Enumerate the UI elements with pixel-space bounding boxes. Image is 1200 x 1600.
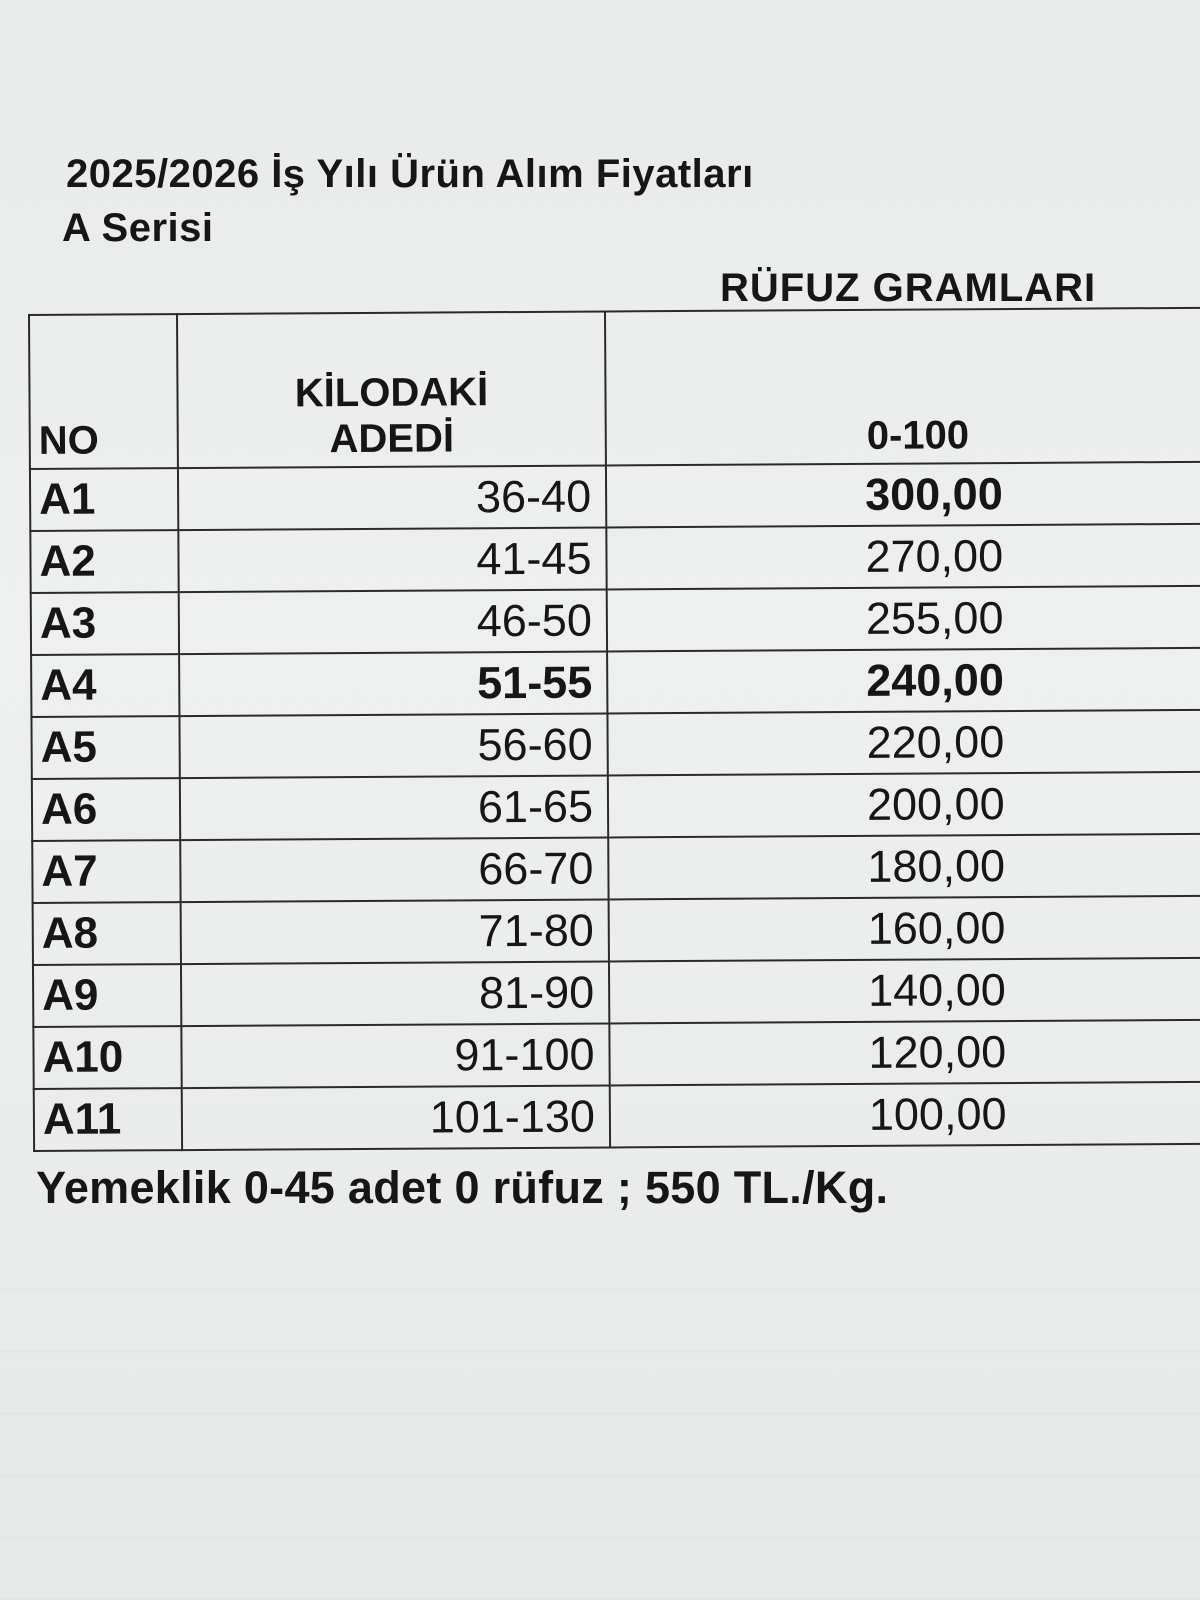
cell-no: A9 (33, 964, 181, 1027)
cell-no: A5 (31, 716, 179, 779)
cell-adet: 101-130 (182, 1085, 610, 1150)
cell-no: A1 (30, 468, 178, 531)
cell-price: 100,00 (610, 1082, 1200, 1148)
table-row (33, 1020, 1200, 1089)
cell-adet: 46-50 (179, 589, 607, 654)
table-body (30, 462, 1200, 1151)
cell-adet: 56-60 (179, 713, 607, 778)
cell-price: 200,00 (608, 772, 1200, 838)
cell-no: A3 (31, 592, 179, 655)
table-row (34, 1082, 1200, 1151)
cell-price: 300,00 (606, 462, 1200, 528)
cell-price: 160,00 (609, 896, 1200, 962)
cell-price: 240,00 (607, 648, 1200, 714)
header-adet-line1: KİLODAKİ (294, 370, 489, 416)
cell-price: 220,00 (607, 710, 1200, 776)
cell-price: 120,00 (609, 1020, 1200, 1086)
header-adet-line2: ADEDİ (329, 416, 455, 462)
document-subtitle: A Serisi (62, 206, 214, 250)
cell-adet: 91-100 (181, 1023, 609, 1088)
table-row (33, 896, 1200, 965)
cell-adet: 61-65 (180, 775, 608, 840)
table-row (30, 524, 1200, 593)
cell-no: A6 (32, 778, 180, 841)
table-row (31, 648, 1200, 717)
cell-adet: 71-80 (181, 899, 609, 964)
table-header-row (29, 308, 1200, 469)
header-adet (177, 311, 606, 468)
cell-price: 255,00 (607, 586, 1200, 652)
table-row (30, 462, 1200, 531)
header-price: 0-100 (605, 308, 1200, 466)
cell-adet: 41-45 (178, 527, 606, 592)
cell-no: A4 (31, 654, 179, 717)
cell-price: 140,00 (609, 958, 1200, 1024)
cell-no: A7 (32, 840, 180, 903)
table-row (32, 772, 1200, 841)
cell-no: A8 (33, 902, 181, 965)
cell-price: 180,00 (608, 834, 1200, 900)
group-header: RÜFUZ GRAMLARI (720, 266, 1097, 310)
price-table (28, 307, 1200, 1152)
table-row (32, 834, 1200, 903)
table-row (31, 586, 1200, 655)
cell-adet: 66-70 (180, 837, 608, 902)
cell-no: A2 (30, 530, 178, 593)
cell-no: A11 (34, 1088, 182, 1151)
cell-adet: 81-90 (181, 961, 609, 1026)
footer-note: Yemeklik 0-45 adet 0 rüfuz ; 550 TL./Kg. (36, 1162, 889, 1213)
table-row (31, 710, 1200, 779)
cell-price: 270,00 (606, 524, 1200, 590)
document-title: 2025/2026 İş Yılı Ürün Alım Fiyatları (66, 152, 754, 196)
cell-no: A10 (33, 1026, 181, 1089)
cell-adet: 51-55 (179, 651, 607, 716)
cell-adet: 36-40 (178, 465, 606, 530)
paper-texture (0, 1230, 1200, 1600)
header-no: NO (29, 314, 178, 469)
table-row (33, 958, 1200, 1027)
